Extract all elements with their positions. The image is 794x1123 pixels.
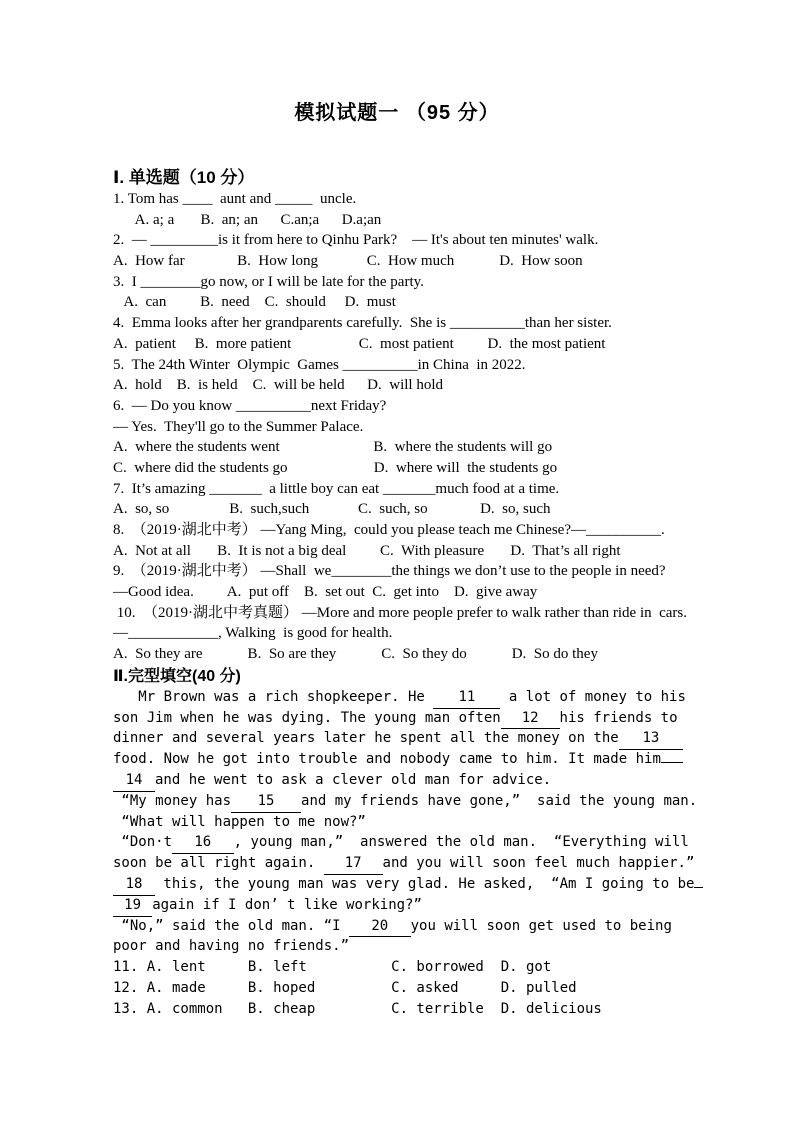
section2-heading: Ⅱ.完型填空(40 分)	[113, 667, 241, 685]
cloze-blank: 16	[172, 832, 234, 854]
cloze-blank: 19	[113, 895, 152, 917]
cloze-blank: 15	[231, 791, 301, 813]
question-line: A. hold B. is held C. will be held D. will hold	[113, 377, 443, 394]
cloze-blank: 18	[113, 874, 155, 896]
cloze-blank: 13	[619, 728, 683, 750]
question-line: 4. Emma looks after her grandparents carefully. She is __________than her sister.	[113, 315, 612, 332]
question-line: —Good idea. A. put off B. set out C. get into D. give away	[113, 584, 538, 601]
question-line: 10. （2019·湖北中考真题） —More and more people prefer to walk rather than ride in cars.	[113, 604, 688, 621]
passage-line: soon be all right again. 17 and you will soon feel much happier.”	[113, 853, 758, 874]
question-line: A. a; a B. an; an C.an;a D.a;an	[113, 211, 382, 228]
question-line: A. so, so B. such,such C. such, so D. so, such	[113, 501, 551, 518]
passage-line: “Don·t 16 , young man,” answered the old man. “Everything will	[113, 832, 758, 853]
question-line: A. can B. need C. should D. must	[113, 294, 396, 311]
question-line: —____________, Walking is good for health.	[113, 625, 393, 642]
cloze-options	[113, 957, 758, 1019]
cloze-blank	[694, 887, 702, 888]
passage-line: son Jim when he was dying. The young man often 12 his friends to	[113, 708, 758, 729]
passage-line: “What will happen to me now?”	[113, 813, 366, 830]
cloze-blank: 14	[113, 770, 155, 792]
passage-line: 19 again if I don’ t like working?”	[113, 895, 758, 916]
question-line: 9. （2019·湖北中考） —Shall we________the things we don’t use to the people in need?	[113, 563, 666, 580]
question-line: 1. Tom has ____ aunt and _____ uncle.	[113, 191, 357, 207]
question-line: A. patient B. more patient C. most patient D. the most patient	[113, 335, 606, 352]
passage-line: poor and having no friends.”	[113, 938, 350, 955]
section1-questions	[113, 189, 758, 665]
passage-line: “My money has 15 and my friends have gone,” said the young man.	[113, 791, 758, 812]
passage-line: 14 and he went to ask a clever old man for advice.	[113, 770, 758, 791]
cloze-blank: 20	[349, 916, 411, 938]
section1-heading: Ⅰ. 单选题（10 分）	[113, 168, 255, 187]
question-line: A. How far B. How long C. How much D. How soon	[113, 253, 583, 270]
passage-line: Mr Brown was a rich shopkeeper. He 11 a lot of money to his	[113, 687, 758, 708]
cloze-blank: 11	[433, 687, 500, 709]
passage-line: food. Now he got into trouble and nobody came to him. It made him	[113, 749, 758, 770]
question-line: A. So they are B. So are they C. So they do D. So do they	[113, 646, 598, 663]
option-line: 12. A. made B. hoped C. asked D. pulled	[113, 979, 577, 996]
cloze-passage	[113, 687, 758, 957]
question-line: 6. — Do you know __________next Friday?	[113, 397, 387, 414]
question-line: 3. I ________go now, or I will be late for the party.	[113, 273, 424, 290]
exam-title: 模拟试题一 （95 分）	[294, 102, 500, 124]
question-line: C. where did the students go D. where will the students go	[113, 459, 558, 476]
question-line: 5. The 24th Winter Olympic Games __________in China in 2022.	[113, 356, 526, 373]
question-line: A. Not at all B. It is not a big deal C. With pleasure D. That’s all right	[113, 542, 621, 559]
question-line: 2. — _________is it from here to Qinhu Park? — It's about ten minutes' walk.	[113, 232, 599, 249]
cloze-blank	[661, 762, 683, 763]
cloze-blank: 17	[324, 853, 383, 875]
option-line: 11. A. lent B. left C. borrowed D. got	[113, 959, 552, 976]
passage-line: dinner and several years later he spent all the money on the 13	[113, 728, 758, 749]
question-line: 7. It’s amazing _______ a little boy can eat _______much food at a time.	[113, 480, 560, 497]
question-line: — Yes. They'll go to the Summer Palace.	[113, 418, 364, 435]
option-line: 13. A. common B. cheap C. terrible D. delicious	[113, 1000, 602, 1017]
passage-line: “No,” said the old man. “I 20 you will soon get used to being	[113, 916, 758, 937]
cloze-blank: 12	[501, 708, 560, 730]
passage-line: 18 this, the young man was very glad. He asked, “Am I going to be	[113, 874, 758, 895]
question-line: A. where the students went B. where the students will go	[113, 439, 553, 456]
question-line: 8. （2019·湖北中考） —Yang Ming, could you please teach me Chinese?—__________.	[113, 522, 665, 538]
